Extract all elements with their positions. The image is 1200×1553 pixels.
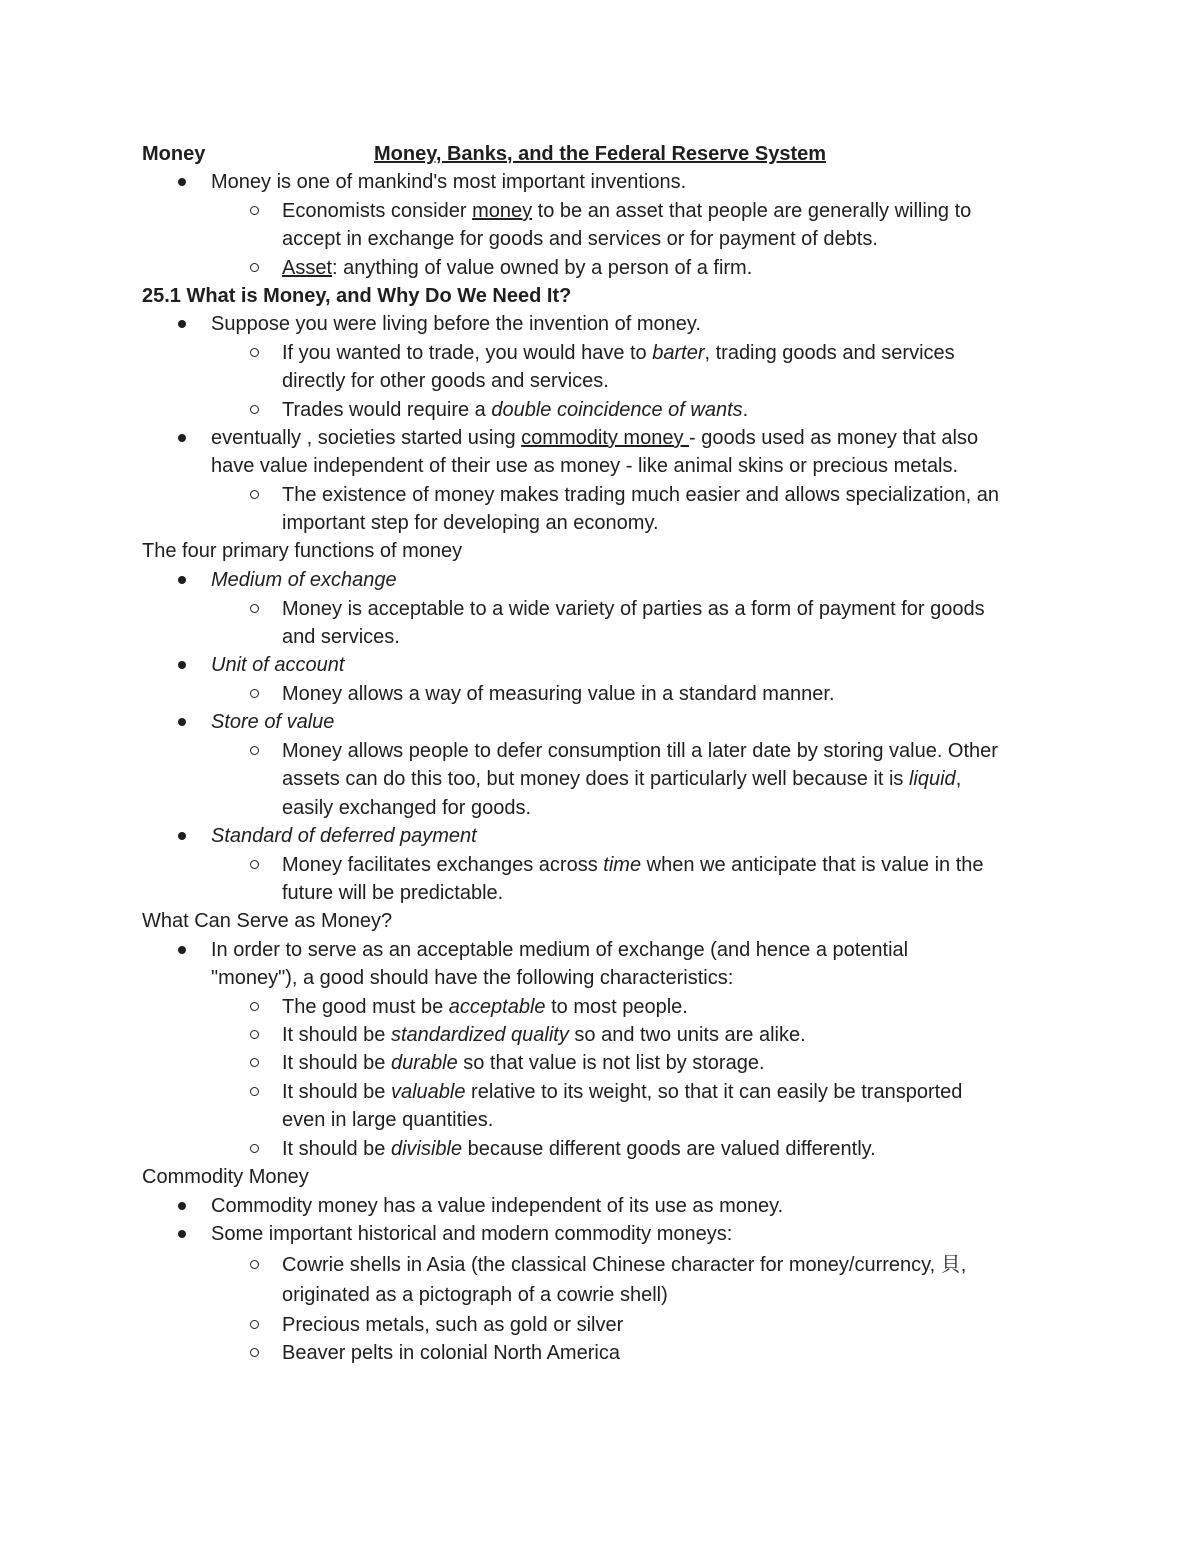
- list-item-line: [211, 424, 978, 452]
- sub-bullet-icon: [250, 1144, 259, 1153]
- italic-term: Unit of account: [211, 654, 345, 676]
- text-span: If you wanted to trade, you would have to: [282, 342, 653, 364]
- list-item-line: [282, 225, 878, 253]
- italic-term: barter: [652, 342, 705, 364]
- list-item-line: [282, 623, 400, 651]
- list-item-line: [282, 367, 609, 395]
- text-span: .: [742, 399, 749, 421]
- text-span: relative to its weight, so that it can easily be transported: [465, 1081, 963, 1103]
- list-item-line: [282, 1339, 620, 1367]
- page-title: Money, Banks, and the Federal Reserve System: [373, 143, 827, 165]
- paragraph-line: [142, 1163, 309, 1191]
- text-span: It should be: [282, 1024, 391, 1046]
- list-item-line: [282, 680, 835, 708]
- text-span: Suppose you were living before the invention of money.: [211, 313, 701, 335]
- italic-term: Medium of exchange: [211, 569, 397, 591]
- text-span: Money is one of mankind's most important inventions.: [211, 171, 687, 193]
- sub-bullet-icon: [250, 263, 259, 272]
- text-span: It should be: [282, 1081, 391, 1103]
- text-span: , trading goods and services: [704, 342, 955, 364]
- bullet-icon: [178, 1230, 186, 1238]
- list-item-line: [282, 765, 961, 793]
- text-span: Beaver pelts in colonial North America: [282, 1342, 620, 1364]
- list-item-line: [282, 1078, 962, 1106]
- text-span: even in large quantities.: [282, 1109, 494, 1131]
- bullet-icon: [178, 1202, 186, 1210]
- list-item-line: [282, 1251, 966, 1279]
- italic-term: time: [603, 854, 642, 876]
- text-span: Economists consider: [282, 200, 473, 222]
- italic-term: Store of value: [211, 711, 335, 733]
- bullet-icon: [178, 576, 186, 584]
- italic-term: valuable: [390, 1081, 466, 1103]
- sub-bullet-icon: [250, 1260, 259, 1269]
- text-span: - goods used as money that also: [689, 427, 979, 449]
- sub-bullet-icon: [250, 604, 259, 613]
- list-item-line: [211, 452, 958, 480]
- text-span: assets can do this too, but money does it particularly well because it is: [282, 768, 909, 790]
- sub-bullet-icon: [250, 746, 259, 755]
- list-item-line: [211, 651, 344, 679]
- list-item-line: [282, 1135, 876, 1163]
- text-span: "money"), a good should have the following characteristics:: [211, 967, 734, 989]
- sub-bullet-icon: [250, 860, 259, 869]
- text-span: Cowrie shells in Asia (the classical Chinese character for money/currency, 貝,: [282, 1254, 967, 1276]
- text-span: It should be: [282, 1138, 391, 1160]
- bullet-icon: [178, 178, 186, 186]
- list-item-line: [282, 794, 531, 822]
- list-item-line: [211, 310, 701, 338]
- section-heading: [142, 282, 571, 310]
- section-heading: [142, 140, 205, 168]
- paragraph-line: [142, 537, 462, 565]
- underlined-term: commodity money: [521, 427, 690, 449]
- text-span: so and two units are alike.: [568, 1024, 806, 1046]
- list-item-line: [211, 1192, 783, 1220]
- list-item-line: [282, 1311, 623, 1339]
- list-item-line: [282, 1281, 668, 1309]
- sub-bullet-icon: [250, 1002, 259, 1011]
- sub-bullet-icon: [250, 1348, 259, 1357]
- text-span: The four primary functions of money: [142, 540, 463, 562]
- list-item-line: [211, 566, 397, 594]
- list-item-line: [282, 1106, 493, 1134]
- text-span: accept in exchange for goods and services or for payment of debts.: [282, 228, 878, 250]
- bullet-icon: [178, 946, 186, 954]
- text-span: to most people.: [545, 996, 688, 1018]
- bullet-icon: [178, 320, 186, 328]
- text-span: Money: [142, 143, 206, 165]
- list-item-line: [211, 964, 733, 992]
- paragraph-line: [142, 907, 392, 935]
- list-item-line: [282, 396, 748, 424]
- sub-bullet-icon: [250, 490, 259, 499]
- italic-term: divisible: [390, 1138, 463, 1160]
- text-span: eventually , societies started using: [211, 427, 522, 449]
- sub-bullet-icon: [250, 1058, 259, 1067]
- bullet-icon: [178, 434, 186, 442]
- list-item-line: [282, 481, 999, 509]
- list-item-line: [211, 936, 908, 964]
- list-item-line: [282, 1021, 806, 1049]
- text-span: Commodity Money: [142, 1166, 309, 1188]
- text-span: Some important historical and modern commodity moneys:: [211, 1223, 733, 1245]
- list-item-line: [282, 509, 659, 537]
- text-span: 25.1 What is Money, and Why Do We Need It?: [142, 285, 572, 307]
- text-span: Money allows a way of measuring value in a standard manner.: [282, 683, 835, 705]
- list-item-line: [282, 879, 503, 907]
- italic-term: durable: [390, 1052, 458, 1074]
- text-span: ,: [955, 768, 962, 790]
- list-item-line: [282, 737, 998, 765]
- sub-bullet-icon: [250, 689, 259, 698]
- text-span: because different goods are valued differently.: [462, 1138, 876, 1160]
- list-item-line: [211, 708, 334, 736]
- text-span: Money allows people to defer consumption till a later date by storing value. Other: [282, 740, 998, 762]
- list-item-line: [282, 339, 955, 367]
- text-span: to be an asset that people are generally willing to: [532, 200, 972, 222]
- underlined-term: money: [472, 200, 533, 222]
- text-span: : anything of value owned by a person of a firm.: [332, 257, 753, 279]
- sub-bullet-icon: [250, 1030, 259, 1039]
- text-span: originated as a pictograph of a cowrie shell): [282, 1284, 668, 1306]
- text-span: important step for developing an economy.: [282, 512, 659, 534]
- text-span: Trades would require a: [282, 399, 492, 421]
- bullet-icon: [178, 661, 186, 669]
- list-item-line: [282, 197, 971, 225]
- sub-bullet-icon: [250, 348, 259, 357]
- text-span: Precious metals, such as gold or silver: [282, 1314, 624, 1336]
- list-item-line: [282, 595, 985, 623]
- list-item-line: [211, 1220, 732, 1248]
- text-span: The good must be: [282, 996, 449, 1018]
- bullet-icon: [178, 718, 186, 726]
- italic-term: double coincidence of wants: [491, 399, 743, 421]
- text-span: and services.: [282, 626, 400, 648]
- text-span: It should be: [282, 1052, 391, 1074]
- italic-term: acceptable: [448, 996, 546, 1018]
- text-span: Money facilitates exchanges across: [282, 854, 604, 876]
- sub-bullet-icon: [250, 1087, 259, 1096]
- italic-term: liquid: [908, 768, 956, 790]
- list-item-line: [282, 254, 752, 282]
- underlined-term: Asset: [282, 257, 333, 279]
- italic-term: standardized quality: [390, 1024, 569, 1046]
- text-span: In order to serve as an acceptable medium of exchange (and hence a potential: [211, 939, 909, 961]
- text-span: What Can Serve as Money?: [142, 910, 393, 932]
- text-span: future will be predictable.: [282, 882, 504, 904]
- text-span: easily exchanged for goods.: [282, 797, 532, 819]
- text-span: Money is acceptable to a wide variety of parties as a form of payment for goods: [282, 598, 985, 620]
- list-item-line: [211, 822, 477, 850]
- list-item-line: [282, 993, 688, 1021]
- text-span: when we anticipate that is value in the: [641, 854, 984, 876]
- sub-bullet-icon: [250, 405, 259, 414]
- list-item-line: [211, 168, 686, 196]
- sub-bullet-icon: [250, 1320, 259, 1329]
- list-item-line: [282, 851, 984, 879]
- text-span: Commodity money has a value independent of its use as money.: [211, 1195, 784, 1217]
- bullet-icon: [178, 832, 186, 840]
- text-span: directly for other goods and services.: [282, 370, 609, 392]
- list-item-line: [282, 1049, 765, 1077]
- sub-bullet-icon: [250, 206, 259, 215]
- text-span: so that value is not list by storage.: [457, 1052, 765, 1074]
- text-span: have value independent of their use as money - like animal skins or precious metals.: [211, 455, 959, 477]
- italic-term: Standard of deferred payment: [211, 825, 477, 847]
- text-span: The existence of money makes trading much easier and allows specialization, an: [282, 484, 1000, 506]
